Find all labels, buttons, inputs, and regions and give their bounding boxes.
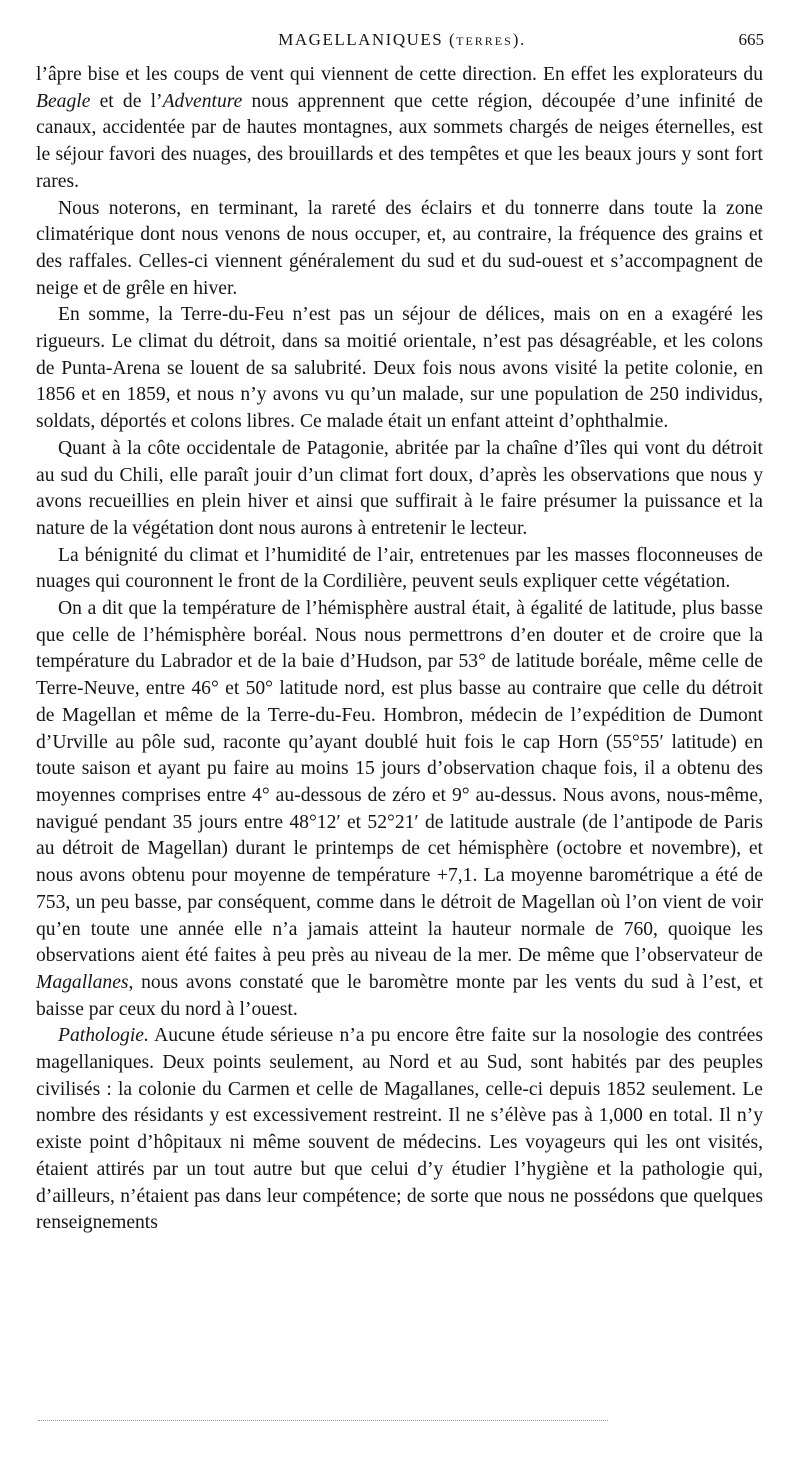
paragraph-1: [36, 62, 763, 196]
running-title-end: ).: [512, 30, 526, 49]
paragraph-4: Quant à la côte occidentale de Patagonie, abritée par la chaîne d’îles qui vont du détroit au sud du Chili, elle paraît jouir d’un climat fort doux, d’après les observations que nous y avons recueillies en plein hiver et ainsi que suffirait à le faire présumer la puissance et la nature de la végétation dont nous aurons à entretenir le lecteur.: [36, 437, 763, 539]
paragraph-3: En somme, la Terre-du-Feu n’est pas un séjour de délices, mais on en a exagéré les rigueurs. Le climat du détroit, dans sa moitié orientale, n’est pas désagréable, et les colons de Punta-Arena se louent de sa salubrité. Deux fois nous avons visité la petite colonie, en 1856 et en 1859, et nous n’y avons vu qu’un malade, sur une population de 250 individus, soldats, déportés et colons libres. Ce malade était un enfant atteint d’ophthalmie.: [36, 304, 763, 433]
paragraph-7: [36, 1023, 763, 1237]
ship-name-beagle: Beagle: [36, 90, 91, 112]
paragraph-6: [36, 596, 763, 1023]
paragraph-7-text: Aucune étude sérieuse n’a pu encore être faite sur la nosologie des contrées magellaniques. Deux points seulement, au Nord et au Sud, sont habités par des peuples civilisés : la colonie du Carmen et celle de Magallanes, celle-ci depuis 1852 seulement. Le nombre des résidants y est excessivement restreint. Il ne s’élève pas à 1,000 en total. Il n’y existe point d’hôpitaux ni même souvent de médecins. Les voyageurs qui les ont visités, étaient attirés par un tout autre but que celui d’y étudier l’hygiène et la pathologie qui, d’ailleurs, n’étaient pas dans leur compétence; de sorte que nous ne possédons que quelques renseignements: [36, 1025, 763, 1234]
running-title-small-caps: TERRES: [456, 34, 513, 48]
paragraph-1-mid: et de l’: [90, 90, 163, 112]
ship-name-adventure: Adventure: [162, 90, 243, 112]
paragraph-5: La bénignité du climat et l’humidité de l’air, entretenues par les masses floconneuses de nuages qui couronnent le front de la Cordilière, peuvent seuls expliquer cette végétation.: [36, 544, 763, 593]
page-number: 665: [738, 30, 764, 49]
section-heading-pathologie: Pathologie.: [58, 1025, 149, 1047]
footer-dotted-rule: [38, 1420, 608, 1421]
paragraph-6-text: On a dit que la température de l’hémisphère austral était, à égalité de latitude, plus basse que celle de l’hémisphère boréal. Nous nous permettrons d’en douter et de croire que la température du Labrador et de la baie d’Hudson, par 53° de latitude boréale, même celle de Terre-Neuve, entre 46° et 50° latitude nord, est plus basse au contraire que celle du détroit de Magellan et même de la Terre-du-Feu. Hombron, médecin de l’expédition de Dumont d’Urville au pôle sud, raconte qu’ayant doublé huit fois le cap Horn (55°55′ latitude) en toute saison et ayant pu faire au moins 15 jours d’observation chaque fois, il a obtenu des moyennes comprises entre 4° au-dessous de zéro et 9° au-dessus. Nous avons, nous-même, navigué pendant 35 jours entre 48°12′ et 52°21′ de latitude australe (de l’antipode de Paris au détroit de Magellan) durant le printemps de cet hémisphère (octobre et novembre), et nous avons obtenu pour moyenne de température +7,1. La moyenne barométrique a été de 753, un peu basse, par conséquent, comme dans le détroit de Magellan où l’on vient de voir qu’en toute une année elle n’a jamais atteint la hauteur normale de 760, quoique les observations aient été faites à peu près au niveau de la mer. De même que l’observateur de: [36, 598, 763, 967]
paragraph-6-rest: , nous avons constaté que le baromètre monte par les vents du sud à l’est, et baisse par ceux du nord à l’ouest.: [36, 971, 763, 1020]
place-name-magallanes: Magallanes: [36, 971, 129, 993]
paragraph-2: Nous noterons, en terminant, la rareté des éclairs et du tonnerre dans toute la zone climatérique dont nous venons de nous occuper, et, au contraire, la fréquence des grains et des raffales. Celles-ci viennent généralement du sud et du sud-ouest et s’accompagnent de neige et de grêle en hiver.: [36, 197, 763, 299]
body-text: [36, 62, 763, 1237]
running-title-main: MAGELLANIQUES (: [278, 30, 457, 49]
paragraph-1-rest: nous apprennent que cette région, découpée d’une infinité de canaux, accidentée par de hautes montagnes, aux sommets chargés de neiges éternelles, est le séjour favori des nuages, des brouillards et des tempêtes et que les beaux jours y sont fort rares.: [36, 90, 763, 192]
paragraph-1-text: l’âpre bise et les coups de vent qui viennent de cette direction. En effet les explorateurs du: [36, 64, 763, 85]
running-head: [40, 30, 764, 58]
running-title: [40, 30, 764, 50]
